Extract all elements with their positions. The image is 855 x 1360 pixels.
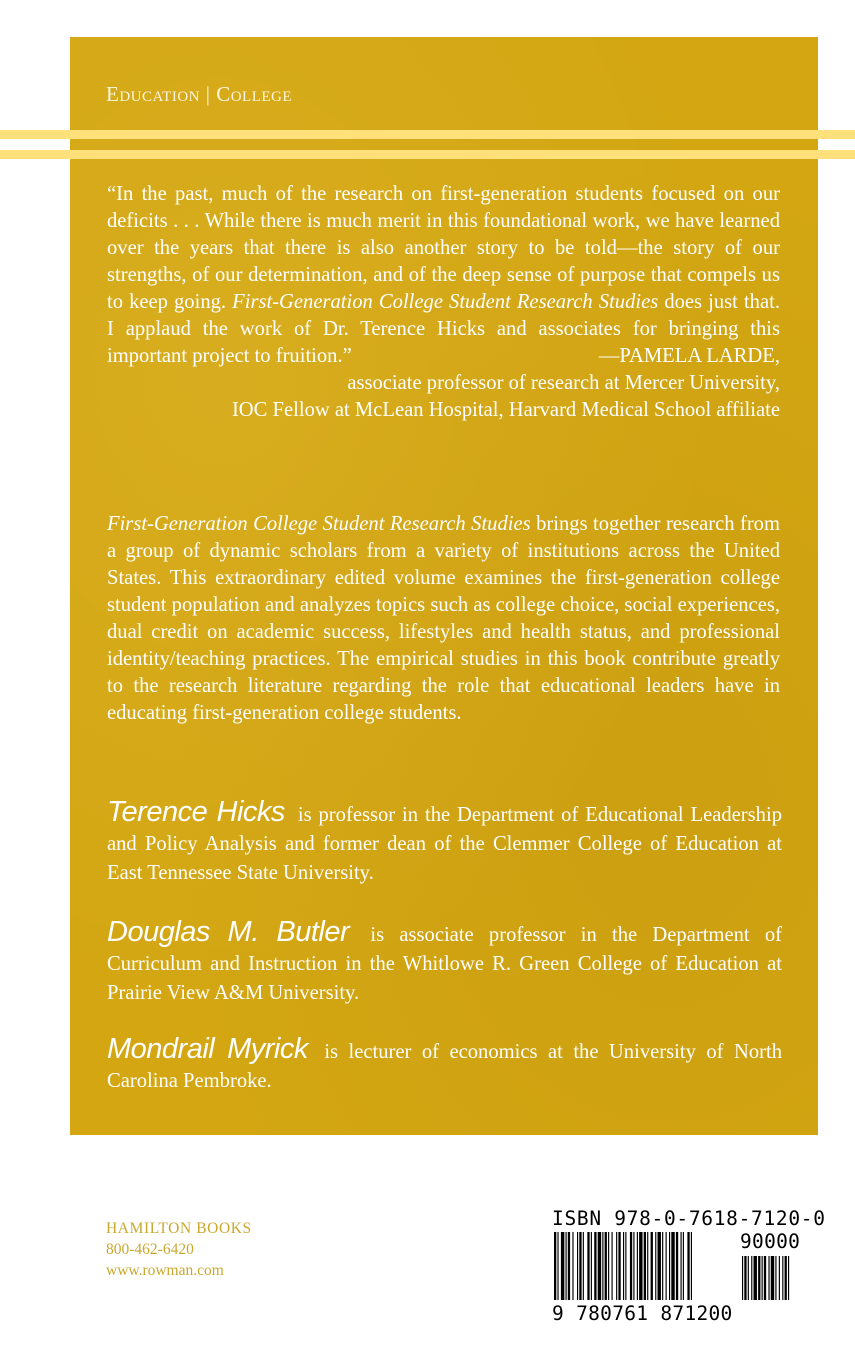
addon-bar: [785, 1256, 787, 1300]
barcode-bar: [572, 1232, 573, 1300]
book-description: [107, 511, 780, 727]
quote-attribution-name: —PAMELA LARDE,: [598, 345, 780, 367]
addon-bar: [779, 1256, 780, 1300]
quote-attribution-line-1: associate professor of research at Mercer University,: [347, 372, 780, 394]
barcode-bar: [687, 1232, 689, 1300]
barcode-bar: [691, 1232, 692, 1300]
publisher-name: HAMILTON BOOKS: [106, 1220, 252, 1237]
bio-name: Mondrail Myrick: [107, 1033, 308, 1065]
barcode-bar: [557, 1232, 558, 1300]
barcode-bar: [594, 1232, 596, 1300]
publisher-info: [106, 1218, 252, 1281]
decorative-stripe-bottom: [0, 150, 855, 159]
barcode-bar: [666, 1232, 667, 1300]
addon-bar: [744, 1256, 746, 1300]
barcode-bar: [633, 1232, 634, 1300]
addon-digits: 90000: [740, 1230, 801, 1253]
barcode-bar: [554, 1232, 556, 1300]
addon-bar: [771, 1256, 774, 1300]
category-label: Education | College: [106, 82, 293, 106]
barcode-bar: [618, 1232, 620, 1300]
barcode-bar: [658, 1232, 661, 1300]
barcode-bar: [616, 1232, 617, 1300]
addon-bar: [764, 1256, 766, 1300]
quote-body: [107, 181, 780, 370]
addon-bar: [742, 1256, 743, 1300]
ean-bars: [554, 1232, 692, 1300]
bio-name: Terence Hicks: [107, 796, 285, 828]
barcode-bar: [579, 1232, 581, 1300]
bio-editor-2: [107, 918, 782, 1008]
barcode-bar: [639, 1232, 642, 1300]
barcode-bar: [669, 1232, 670, 1300]
barcode-bar: [605, 1232, 607, 1300]
endorsement-quote: [107, 181, 780, 424]
barcode-bar: [608, 1232, 609, 1300]
addon-bar: [758, 1256, 760, 1300]
description-text: brings together research from a group of dynamic scholars from a variety of institutions across the United States. This extraordinary edited volume examines the first-generation college student population and analyzes topics such as college choice, social experiences, dual credit on academic success, lifestyles and health status, and professional identity/teaching practices. The empirical studies in this book contribute greatly to the research literature regarding the role that educational leaders have in educating first-generation college students.: [107, 513, 780, 724]
barcode-bar: [612, 1232, 613, 1300]
decorative-stripe-top: [0, 130, 855, 139]
barcode-bar: [561, 1232, 564, 1300]
bio-editor-3: [107, 1035, 782, 1096]
bio-editor-1: [107, 798, 782, 888]
barcode-bar: [647, 1232, 648, 1300]
quote-book-title: First-Generation College Student Research Studies: [232, 291, 659, 313]
addon-bars: [742, 1256, 789, 1300]
barcode-bar: [566, 1232, 567, 1300]
barcode-bar: [602, 1232, 603, 1300]
barcode-bar: [655, 1232, 656, 1300]
bio-name: Douglas M. Butler: [107, 916, 350, 948]
barcode-bar: [577, 1232, 578, 1300]
barcode-bar: [637, 1232, 638, 1300]
barcode-bar: [662, 1232, 663, 1300]
ean-digits: 9 780761 871200: [552, 1302, 733, 1325]
addon-bar: [768, 1256, 769, 1300]
bio-text: is professor in the Department of Educational Leadership and Policy Analysis and former dean of the Clemmer College of Education at East Tennessee State University.: [107, 804, 782, 884]
quote-attribution-line-2: IOC Fellow at McLean Hospital, Harvard Medical School affiliate: [231, 399, 780, 421]
barcode-bar: [623, 1232, 624, 1300]
barcode-bar: [587, 1232, 589, 1300]
description-book-title: First-Generation College Student Research Studies: [107, 513, 531, 535]
barcode-bar: [568, 1232, 570, 1300]
publisher-phone: 800-462-6420: [106, 1241, 194, 1258]
barcode-bar: [591, 1232, 592, 1300]
barcode-bar: [625, 1232, 626, 1300]
addon-bar: [775, 1256, 776, 1300]
isbn-barcode: [552, 1208, 832, 1328]
addon-bar: [748, 1256, 749, 1300]
isbn-label: ISBN 978-0-7618-7120-0: [552, 1207, 826, 1230]
addon-bar: [754, 1256, 757, 1300]
addon-bar: [751, 1256, 752, 1300]
bio-text: is lecturer of economics at the University of North Carolina Pembroke.: [107, 1041, 782, 1092]
quote-text-start: “In the past, much of the research on first-generation students focused on our deficits . . . While there is much merit in this foundational work, we have learned over the years that there is also another story to be told—the story of our strengths, of our determination, and of the deep sense of purpose that compels us to keep going.: [107, 183, 780, 313]
description-body: [107, 511, 780, 727]
addon-bar: [788, 1256, 789, 1300]
publisher-website: www.rowman.com: [106, 1262, 224, 1279]
barcode-bar: [583, 1232, 584, 1300]
bio-text: is associate professor in the Department of Curriculum and Instruction in the Whitlowe R. Green College of Education at Prairie View A&M University.: [107, 924, 782, 1004]
addon-bar: [782, 1256, 783, 1300]
barcode-bar: [683, 1232, 684, 1300]
barcode-bar: [644, 1232, 646, 1300]
addon-bar: [762, 1256, 763, 1300]
quote-text-end: does just that. I applaud the work of Dr. Terence Hicks and associates for bringing this important project to fruition.”: [107, 291, 780, 367]
barcode-bar: [681, 1232, 682, 1300]
barcode-bar: [598, 1232, 601, 1300]
barcode-bar: [630, 1232, 632, 1300]
barcode-bar: [651, 1232, 653, 1300]
barcode-bar: [671, 1232, 674, 1300]
barcode-bar: [676, 1232, 678, 1300]
